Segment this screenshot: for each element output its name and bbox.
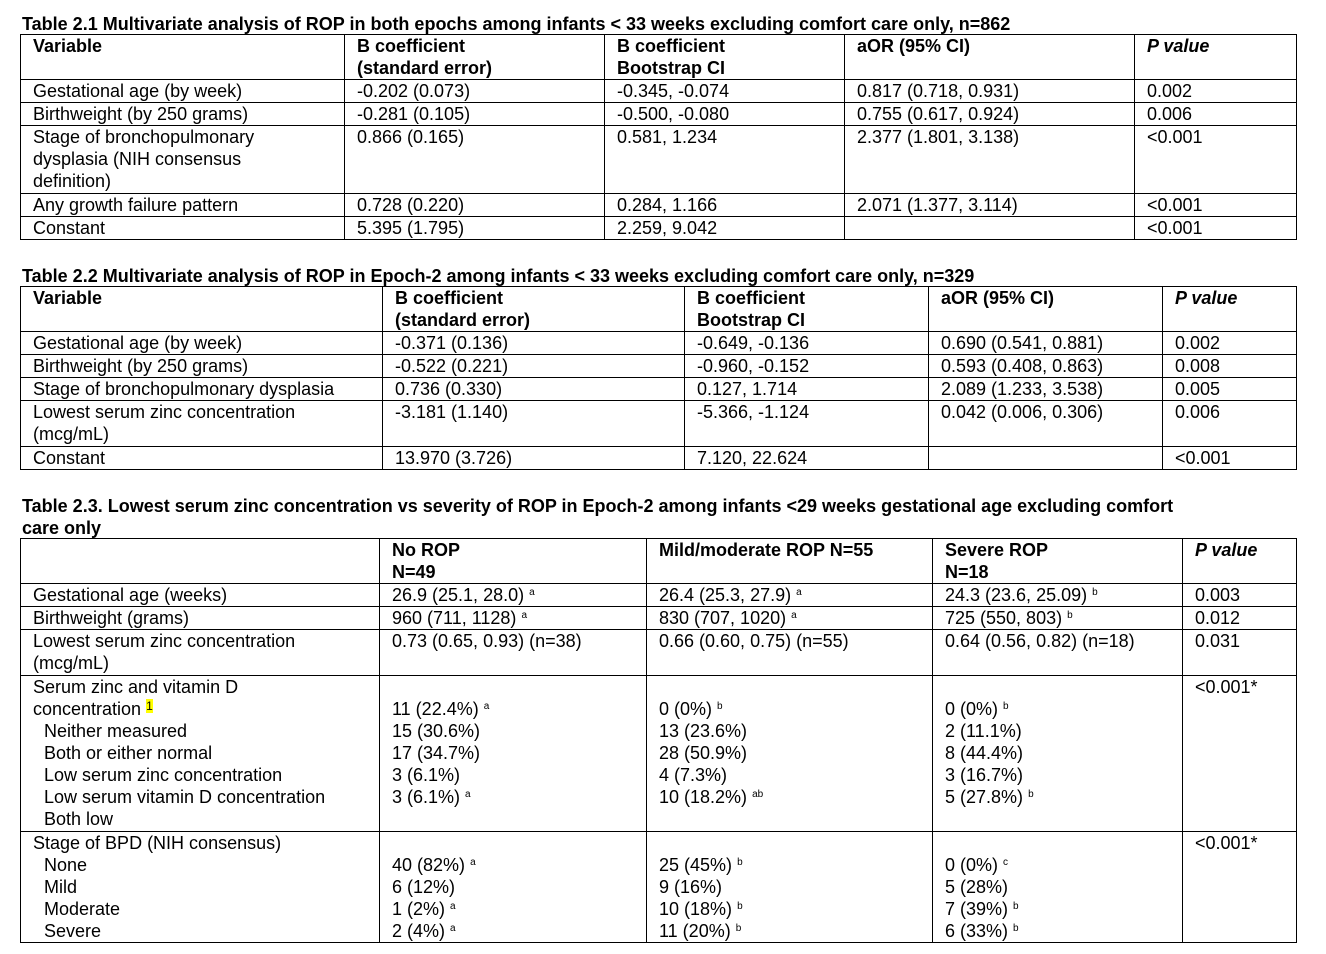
table-2-2-caption: Table 2.2 Multivariate analysis of ROP in Epoch-2 among infants < 33 weeks excluding comfort care only, n=329 — [22, 266, 975, 286]
sub-label: Both low — [44, 809, 114, 829]
table-cell: 830 (707, 1020) $^a$ — [647, 607, 933, 630]
table-cell: Constant — [21, 447, 383, 470]
table-cell: 13.970 (3.726) — [383, 447, 685, 470]
table-cell: 0 (0%) $^b$ 2 (11.1%) 8 (44.4%) 3 (16.7%) 5 (27.8%) $^b$ — [933, 676, 1183, 832]
table-2-3-caption: Table 2.3. Lowest serum zinc concentration vs severity of ROP in Epoch-2 among infants <29 weeks gestational age excluding comfort care only — [22, 496, 1174, 538]
table-cell: -0.522 (0.221) — [383, 355, 685, 378]
table-cell: -0.281 (0.105) — [345, 103, 605, 126]
table-cell: 0.012 — [1183, 607, 1297, 630]
table-cell: 0.755 (0.617, 0.924) — [845, 103, 1135, 126]
sub-label: Both or either normal — [44, 743, 213, 763]
table-cell: 0.736 (0.330) — [383, 378, 685, 401]
table-cell — [21, 676, 380, 832]
table-cell: Gestational age (by week) — [21, 332, 383, 355]
table-cell: 0.817 (0.718, 0.931) — [845, 80, 1135, 103]
table-cell: 2.089 (1.233, 3.538) — [929, 378, 1163, 401]
table-row — [21, 584, 1297, 607]
table-cell: 0.866 (0.165) — [345, 126, 605, 194]
table-cell: 2.259, 9.042 — [605, 217, 845, 240]
t2-header-bcoef: B coefficient (standard error) — [383, 287, 685, 332]
table-row — [21, 194, 1297, 217]
table-row — [21, 378, 1297, 401]
table-cell: -0.371 (0.136) — [383, 332, 685, 355]
table-cell: <0.001 — [1135, 217, 1297, 240]
table-cell: Constant — [21, 217, 345, 240]
t1-header-bootstrap: B coefficient Bootstrap CI — [605, 35, 845, 80]
t1-header-aor: aOR (95% CI) — [845, 35, 1135, 80]
table-row — [21, 217, 1297, 240]
table-cell: -0.649, -0.136 — [685, 332, 929, 355]
table-cell: 26.4 (25.3, 27.9) $^a$ — [647, 584, 933, 607]
sub-label: Low serum vitamin D concentration — [44, 787, 326, 807]
table-cell: 26.9 (25.1, 28.0) $^a$ — [380, 584, 647, 607]
table-row — [21, 607, 1297, 630]
table-cell: -0.960, -0.152 — [685, 355, 929, 378]
table-cell: 0.581, 1.234 — [605, 126, 845, 194]
row-label: Stage of BPD (NIH consensus) — [33, 833, 282, 853]
table-cell: 0.006 — [1163, 401, 1297, 447]
table-cell: 40 (82%) $^a$ 6 (12%) 1 (2%) $^a$ 2 (4%) $^a$ — [380, 832, 647, 943]
table-cell: 0.593 (0.408, 0.863) — [929, 355, 1163, 378]
sub-label: Mild — [44, 877, 78, 897]
table-cell: 0.66 (0.60, 0.75) (n=55) — [647, 630, 933, 676]
t3-header-blank — [21, 539, 380, 584]
table-cell: 0.002 — [1135, 80, 1297, 103]
table-cell: 2.377 (1.801, 3.138) — [845, 126, 1135, 194]
table-cell: 11 (22.4%) $^a$ 15 (30.6%) 17 (34.7%) 3 (6.1%) 3 (6.1%) $^a$ — [380, 676, 647, 832]
table-cell: 7.120, 22.624 — [685, 447, 929, 470]
table-row — [21, 401, 1297, 447]
table-cell: 24.3 (23.6, 25.09) $^b$ — [933, 584, 1183, 607]
table-cell: 0.005 — [1163, 378, 1297, 401]
table-cell: Birthweight (grams) — [21, 607, 380, 630]
t3-header-mild-moderate: Mild/moderate ROP N=55 — [647, 539, 933, 584]
t2-header-aor: aOR (95% CI) — [929, 287, 1163, 332]
table-cell: 0.008 — [1163, 355, 1297, 378]
table-cell: 0.728 (0.220) — [345, 194, 605, 217]
table-2-1-caption: Table 2.1 Multivariate analysis of ROP in both epochs among infants < 33 weeks excluding comfort care only, n=862 — [22, 14, 1011, 34]
table-cell: Stage of bronchopulmonary dysplasia — [21, 378, 383, 401]
table-row — [21, 832, 1297, 943]
table-cell: Gestational age (by week) — [21, 80, 345, 103]
table-cell: -5.366, -1.124 — [685, 401, 929, 447]
table-cell: 960 (711, 1128) $^a$ — [380, 607, 647, 630]
table-row — [21, 80, 1297, 103]
table-cell: 0.031 — [1183, 630, 1297, 676]
table-row — [21, 332, 1297, 355]
table-cell: 0.042 (0.006, 0.306) — [929, 401, 1163, 447]
sub-label: Moderate — [44, 899, 121, 919]
t2-header-variable: Variable — [21, 287, 383, 332]
table-cell: 25 (45%) $^b$ 9 (16%) 10 (18%) $^b$ 11 (20%) $^b$ — [647, 832, 933, 943]
table-cell: -0.345, -0.074 — [605, 80, 845, 103]
table-row — [21, 447, 1297, 470]
table-cell — [929, 447, 1163, 470]
table-cell: 2.071 (1.377, 3.114) — [845, 194, 1135, 217]
table-cell: 725 (550, 803) $^b$ — [933, 607, 1183, 630]
t2-header-pvalue: P value — [1163, 287, 1297, 332]
t1-header-pvalue: P value — [1135, 35, 1297, 80]
footnote-marker: 1 — [146, 699, 153, 713]
table-cell: -3.181 (1.140) — [383, 401, 685, 447]
row-label: concentration $^1$ — [33, 699, 153, 719]
table-cell: 0.127, 1.714 — [685, 378, 929, 401]
table-cell: Stage of bronchopulmonary dysplasia (NIH consensus definition) — [21, 126, 345, 194]
table-cell: Birthweight (by 250 grams) — [21, 103, 345, 126]
t2-header-bootstrap: B coefficient Bootstrap CI — [685, 287, 929, 332]
table-cell: <0.001 — [1163, 447, 1297, 470]
table-cell: 0.003 — [1183, 584, 1297, 607]
table-cell: 0.002 — [1163, 332, 1297, 355]
table-cell: <0.001* — [1183, 676, 1297, 832]
table-row — [21, 126, 1297, 194]
sub-label: None — [44, 855, 88, 875]
table-cell: Gestational age (weeks) — [21, 584, 380, 607]
table-cell: 0.284, 1.166 — [605, 194, 845, 217]
table-row — [21, 676, 1297, 832]
table-2-1 — [20, 34, 1297, 240]
t3-header-pvalue: P value — [1183, 539, 1297, 584]
table-cell: -0.202 (0.073) — [345, 80, 605, 103]
table-row — [21, 355, 1297, 378]
table-cell: 5.395 (1.795) — [345, 217, 605, 240]
table-cell: 0.006 — [1135, 103, 1297, 126]
table-cell: Birthweight (by 250 grams) — [21, 355, 383, 378]
table-row — [21, 630, 1297, 676]
table-cell: Lowest serum zinc concentration (mcg/mL) — [21, 401, 383, 447]
table-cell: Lowest serum zinc concentration (mcg/mL) — [21, 630, 380, 676]
table-cell: -0.500, -0.080 — [605, 103, 845, 126]
sub-label: Low serum zinc concentration — [44, 765, 283, 785]
row-label: Serum zinc and vitamin D — [33, 677, 239, 697]
sub-label: Neither measured — [44, 721, 188, 741]
table-cell: 0.73 (0.65, 0.93) (n=38) — [380, 630, 647, 676]
table-cell — [845, 217, 1135, 240]
t1-header-bcoef: B coefficient (standard error) — [345, 35, 605, 80]
table-cell: Any growth failure pattern — [21, 194, 345, 217]
table-cell: 0.690 (0.541, 0.881) — [929, 332, 1163, 355]
table-cell: 0.64 (0.56, 0.82) (n=18) — [933, 630, 1183, 676]
t1-header-variable: Variable — [21, 35, 345, 80]
table-cell: <0.001 — [1135, 194, 1297, 217]
t3-header-severe: Severe ROP N=18 — [933, 539, 1183, 584]
table-cell: 0 (0%) $^c$ 5 (28%) 7 (39%) $^b$ 6 (33%) $^b$ — [933, 832, 1183, 943]
table-2-3 — [20, 538, 1297, 943]
table-cell — [21, 832, 380, 943]
table-cell: <0.001 — [1135, 126, 1297, 194]
table-row — [21, 103, 1297, 126]
table-2-2 — [20, 286, 1297, 470]
t3-header-no-rop: No ROP N=49 — [380, 539, 647, 584]
table-cell: <0.001* — [1183, 832, 1297, 943]
sub-label: Severe — [44, 921, 102, 941]
table-cell: 0 (0%) $^b$ 13 (23.6%) 28 (50.9%) 4 (7.3%) 10 (18.2%) $^{ab}$ — [647, 676, 933, 832]
